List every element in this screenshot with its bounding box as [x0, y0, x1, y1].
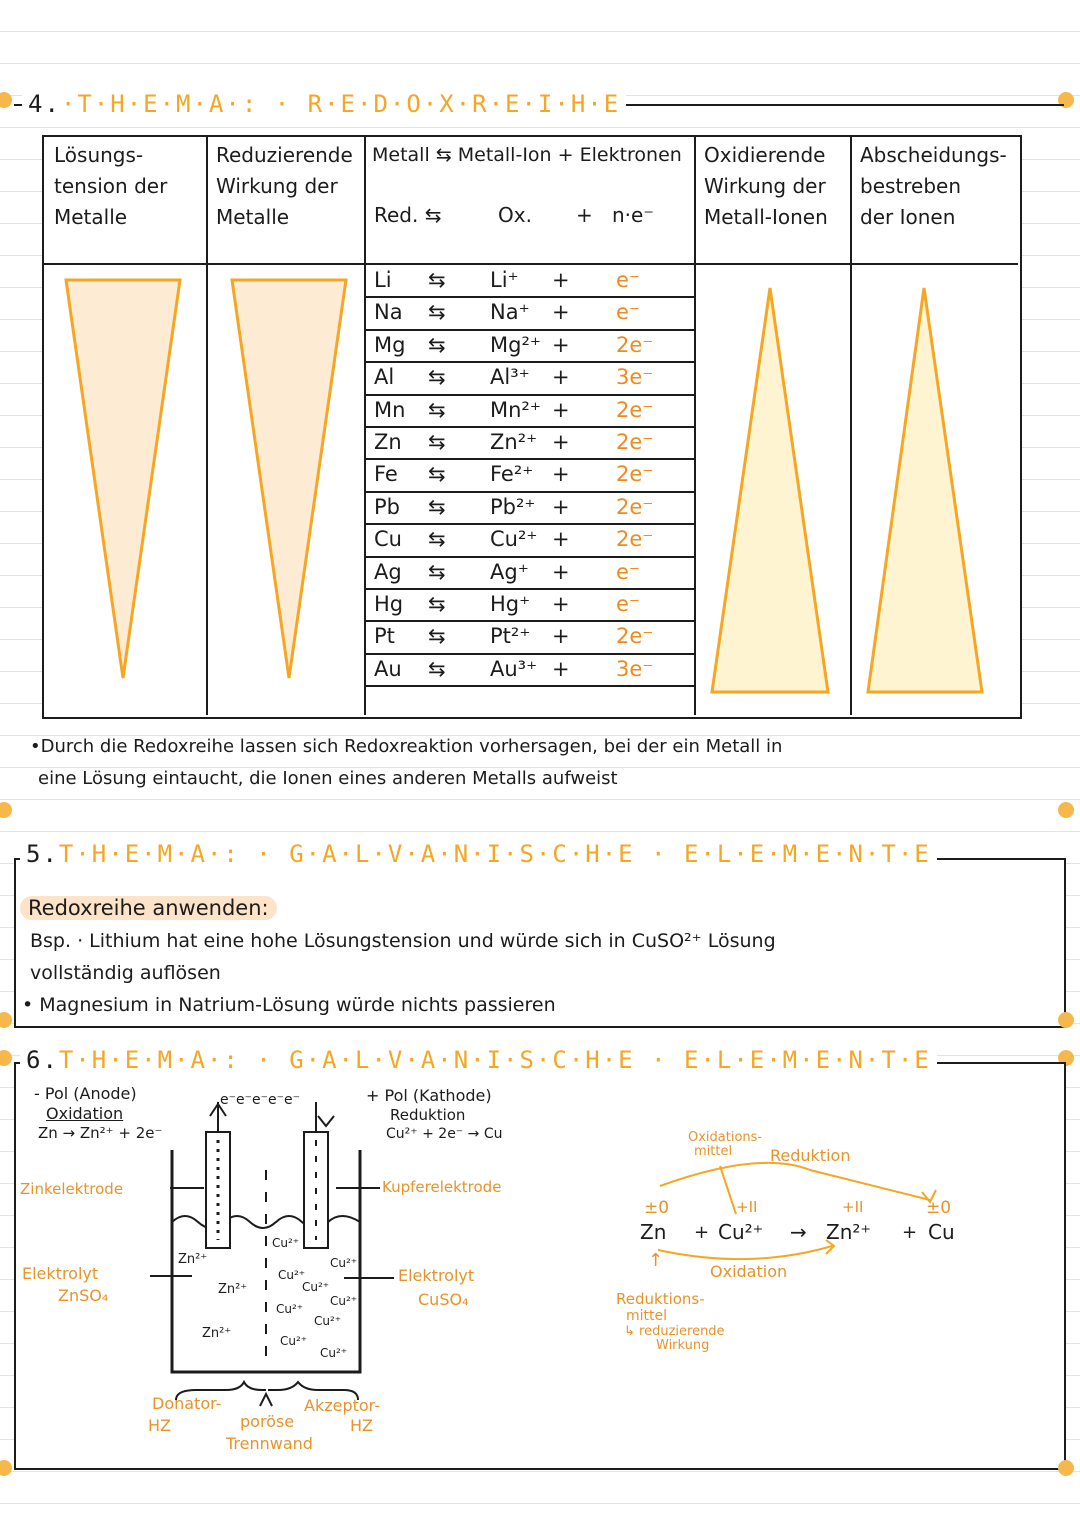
header-line: Oxidierende	[704, 143, 826, 167]
row-ion: Zn²⁺	[490, 430, 538, 454]
row-arrow: ⇆	[428, 656, 446, 681]
triangle-reduzierende	[232, 280, 346, 678]
row-arrow: ⇆	[428, 332, 446, 357]
label-porous: poröse	[240, 1412, 295, 1431]
row-metal: Zn	[374, 430, 402, 454]
row-divider	[366, 394, 694, 396]
header-line: Wirkung der	[216, 174, 338, 198]
section4-number: 4.	[28, 90, 61, 118]
triangle-oxidierende	[712, 288, 828, 692]
label-oxidationsmittel2: mittel	[694, 1144, 733, 1159]
row-divider	[366, 620, 694, 622]
oxidation-arc	[658, 1246, 832, 1259]
oxstate-zn: ±0	[644, 1198, 670, 1218]
row-plus: +	[552, 300, 570, 325]
row-ion: Al³⁺	[490, 365, 530, 390]
label-reduktionsmittel: Reduktions-	[616, 1290, 705, 1308]
ion-cu: Cu²⁺	[302, 1280, 330, 1294]
header-ne: n·e⁻	[612, 203, 654, 227]
oxstate-cu2: ±0	[926, 1198, 952, 1218]
row-e: 2e⁻	[616, 430, 654, 454]
label-zinkelektrode: Zinkelektrode	[20, 1180, 124, 1198]
row-divider	[366, 296, 694, 298]
section6-number: 6.	[26, 1046, 59, 1074]
row-metal: Li	[374, 268, 392, 292]
row-plus: +	[552, 430, 570, 454]
row-e: 2e⁻	[616, 397, 654, 422]
row-arrow: ⇆	[428, 559, 446, 584]
row-metal: Al	[374, 365, 395, 390]
ion-cu: Cu²⁺	[330, 1256, 358, 1270]
section4-note-line2: eine Lösung eintaucht, die Ionen eines anderen Metalls aufweist	[38, 768, 618, 789]
oxstate-cu: +II	[736, 1198, 758, 1216]
row-plus: +	[552, 268, 570, 292]
cathode-equation: Cu²⁺ + 2e⁻ → Cu	[386, 1126, 503, 1142]
row-ion: Cu²⁺	[490, 527, 538, 552]
label-oxidationsmittel: Oxidations-	[688, 1130, 763, 1145]
ion-cu: Cu²⁺	[280, 1334, 308, 1348]
row-e: 2e⁻	[616, 624, 654, 649]
triangle-loesungstension	[66, 280, 180, 678]
ion-zn: Zn²⁺	[202, 1326, 232, 1341]
ion-cu: Cu²⁺	[330, 1294, 358, 1308]
label-reduktionsmittel4: Wirkung	[656, 1338, 710, 1353]
header-line: bestreben	[860, 174, 962, 198]
row-metal: Cu	[374, 527, 402, 552]
row-ion: Li⁺	[490, 268, 519, 292]
oxstate-zn2: +II	[842, 1198, 864, 1216]
row-plus: +	[552, 559, 570, 584]
arrow-up-icon: ↑	[648, 1250, 664, 1271]
eq-plus1: +	[694, 1222, 710, 1243]
eq-plus2: +	[902, 1222, 918, 1243]
section5-number: 5.	[26, 840, 59, 868]
highlight-text: Redoxreihe anwenden:	[20, 896, 277, 920]
anode-equation: Zn → Zn²⁺ + 2e⁻	[38, 1124, 163, 1142]
ion-cu: Cu²⁺	[320, 1346, 348, 1360]
label-elektrolyt-left: Elektrolyt	[22, 1264, 99, 1283]
margin-dot	[1058, 1460, 1074, 1476]
row-divider	[366, 491, 694, 493]
section4-note-line1: •Durch die Redoxreihe lassen sich Redoxreaktion vorhersagen, bei der ein Metall in	[30, 736, 783, 757]
header-line: Lösungs-	[54, 143, 144, 167]
row-metal: Pt	[374, 624, 395, 649]
label-akzeptor-hz: HZ	[350, 1416, 373, 1435]
header-line: Metall-Ionen	[704, 205, 828, 229]
row-ion: Mg²⁺	[490, 332, 541, 357]
margin-dot	[0, 802, 12, 818]
oxidationsmittel-pointer	[720, 1166, 736, 1214]
row-plus: +	[552, 527, 570, 552]
row-e: 2e⁻	[616, 494, 654, 519]
margin-dot	[1058, 1012, 1074, 1028]
margin-dot	[1058, 802, 1074, 818]
row-ion: Mn²⁺	[490, 397, 541, 422]
row-e: 2e⁻	[616, 462, 654, 487]
header-redox-equation: Metall ⇆ Metall-Ion + Elektronen	[372, 144, 682, 166]
eq-cu: Cu²⁺	[718, 1220, 764, 1244]
row-e: 3e⁻	[616, 656, 654, 681]
row-ion: Fe²⁺	[490, 462, 534, 487]
section5-title: T·H·E·M·A·: · G·A·L·V·A·N·I·S·C·H·E · E·L·E·M·E·N·T·E	[58, 840, 931, 868]
label-reduktionsmittel2: mittel	[626, 1308, 668, 1324]
row-metal: Pb	[374, 494, 400, 519]
row-plus: +	[552, 462, 570, 487]
row-e: e⁻	[616, 592, 641, 616]
header-line: Reduzierende	[216, 143, 353, 167]
row-plus: +	[552, 592, 570, 616]
label-donator-hz: HZ	[148, 1416, 171, 1435]
cathode-reduktion: Reduktion	[390, 1106, 466, 1124]
label-donator: Donator-	[152, 1394, 222, 1413]
label-elektrolyt-right-sub: CuSO₄	[418, 1290, 469, 1309]
row-metal: Fe	[374, 462, 398, 487]
row-e: 2e⁻	[616, 527, 654, 552]
electron-flow: e⁻e⁻e⁻e⁻e⁻	[220, 1092, 301, 1108]
row-divider	[366, 588, 694, 590]
row-divider	[366, 458, 694, 460]
row-arrow: ⇆	[428, 527, 446, 552]
header-line: Abscheidungs-	[860, 143, 1007, 167]
ion-cu: Cu²⁺	[314, 1314, 342, 1328]
row-ion: Ag⁺	[490, 559, 529, 584]
section5-highlight	[20, 896, 277, 920]
eq-cu2: Cu	[928, 1220, 955, 1244]
section5-line1: Bsp. · Lithium hat eine hohe Lösungstension und würde sich in CuSO²⁺ Lösung	[30, 930, 776, 952]
row-arrow: ⇆	[428, 430, 446, 454]
row-e: e⁻	[616, 300, 641, 325]
row-metal: Au	[374, 656, 402, 681]
row-ion: Pb²⁺	[490, 494, 536, 519]
row-arrow: ⇆	[428, 300, 446, 325]
row-arrow: ⇆	[428, 397, 446, 422]
row-arrow: ⇆	[428, 494, 446, 519]
row-plus: +	[552, 332, 570, 357]
header-line: Metalle	[54, 205, 128, 229]
row-divider	[366, 653, 694, 655]
label-elektrolyt-left-sub: ZnSO₄	[58, 1286, 109, 1305]
ion-cu: Cu²⁺	[276, 1302, 304, 1316]
section5-line3: • Magnesium in Natrium-Lösung würde nichts passieren	[22, 994, 556, 1016]
row-divider	[366, 685, 694, 687]
label-kupferelektrode: Kupferelektrode	[382, 1178, 502, 1196]
row-ion: Hg⁺	[490, 592, 531, 616]
label-reduktion: Reduktion	[770, 1146, 851, 1165]
header-plus: +	[576, 203, 593, 227]
eq-arrow: →	[790, 1220, 807, 1244]
row-metal: Ag	[374, 559, 402, 584]
cathode-title: + Pol (Kathode)	[366, 1086, 492, 1105]
margin-dot	[0, 1460, 12, 1476]
row-e: e⁻	[616, 559, 641, 584]
header-red: Red. ⇆	[374, 203, 442, 227]
section6-title: T·H·E·M·A·: · G·A·L·V·A·N·I·S·C·H·E · E·L·E·M·E·N·T·E	[58, 1046, 931, 1074]
anode-title: - Pol (Anode)	[34, 1084, 137, 1103]
row-arrow: ⇆	[428, 462, 446, 487]
section4-title: ·T·H·E·M·A·: · R·E·D·O·X·R·E·I·H·E	[60, 90, 621, 118]
row-ion: Na⁺	[490, 300, 530, 325]
row-metal: Mg	[374, 332, 406, 357]
eq-zn2: Zn²⁺	[826, 1220, 871, 1244]
row-divider	[366, 329, 694, 331]
row-e: e⁻	[616, 268, 641, 292]
header-line: der Ionen	[860, 205, 956, 229]
ion-zn: Zn²⁺	[218, 1282, 248, 1297]
header-line: Wirkung der	[704, 174, 826, 198]
row-arrow: ⇆	[428, 268, 446, 292]
label-akzeptor: Akzeptor-	[304, 1396, 380, 1415]
triangle-abscheidung	[868, 288, 982, 692]
row-metal: Na	[374, 300, 403, 325]
label-reduktionsmittel3: ↳ reduzierende	[624, 1324, 725, 1339]
ion-zn: Zn²⁺	[178, 1252, 208, 1267]
row-divider	[366, 523, 694, 525]
row-ion: Pt²⁺	[490, 624, 531, 649]
label-elektrolyt-right: Elektrolyt	[398, 1266, 475, 1285]
row-arrow: ⇆	[428, 592, 446, 616]
arrow-down-icon	[318, 1116, 334, 1126]
row-plus: +	[552, 656, 570, 681]
row-arrow: ⇆	[428, 624, 446, 649]
row-divider	[366, 361, 694, 363]
row-arrow: ⇆	[428, 365, 446, 390]
row-metal: Hg	[374, 592, 404, 616]
row-plus: +	[552, 397, 570, 422]
eq-zn: Zn	[640, 1220, 667, 1244]
label-oxidation: Oxidation	[710, 1262, 788, 1281]
row-e: 3e⁻	[616, 365, 654, 390]
section5-heading	[20, 840, 937, 868]
row-e: 2e⁻	[616, 332, 654, 357]
row-divider	[366, 556, 694, 558]
section5-line2: vollständig auflösen	[30, 962, 221, 984]
header-line: tension der	[54, 174, 168, 198]
anode-oxidation: Oxidation	[46, 1104, 124, 1123]
header-ox: Ox.	[498, 203, 532, 227]
ion-cu: Cu²⁺	[278, 1268, 306, 1282]
row-plus: +	[552, 494, 570, 519]
margin-dot	[0, 1012, 12, 1028]
row-plus: +	[552, 365, 570, 390]
row-divider	[366, 426, 694, 428]
row-ion: Au³⁺	[490, 656, 538, 681]
header-line: Metalle	[216, 205, 290, 229]
triangles-layer	[0, 0, 1080, 720]
galvanic-cell	[0, 1060, 540, 1460]
label-trennwand: Trennwand	[226, 1434, 313, 1453]
arrow-up-icon	[260, 1394, 272, 1406]
row-plus: +	[552, 624, 570, 649]
row-metal: Mn	[374, 397, 406, 422]
reduction-arc	[660, 1163, 930, 1200]
ion-cu: Cu²⁺	[272, 1236, 300, 1250]
